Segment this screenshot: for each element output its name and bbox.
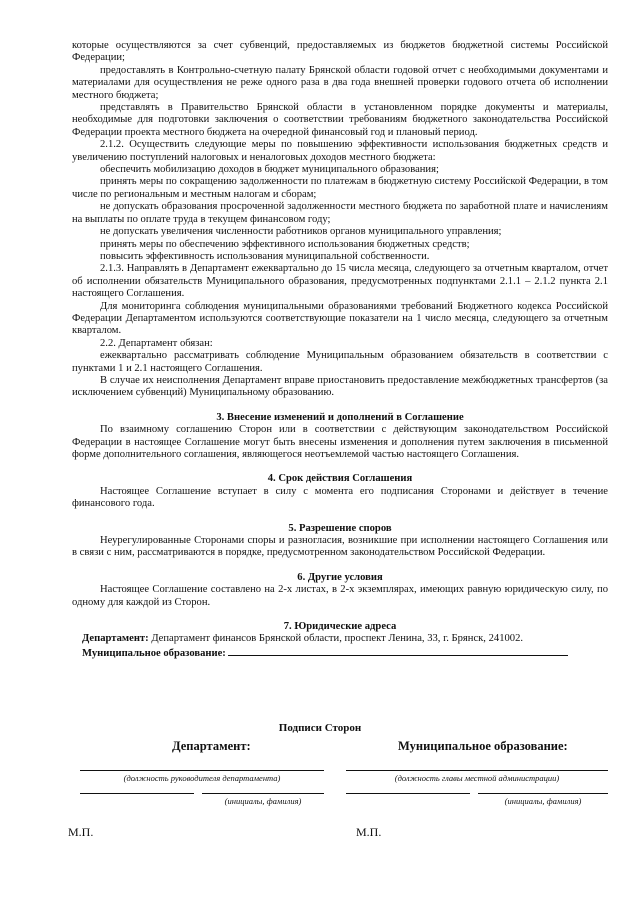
- municipality-address-blank: [228, 646, 568, 656]
- department-address-value: Департамент финансов Брянской области, проспект Ленина, 33, г. Брянск, 241002.: [151, 633, 524, 645]
- paragraph: обеспечить мобилизацию доходов в бюджет муниципального образования;: [100, 164, 439, 176]
- paragraph: представлять в Правительство Брянской области в установленном порядке документы и материалы, необходимые для подготовки заключения о соответствии требованиям бюджетного законодательства Российской Федерации проекта местного бюджета на очередной финансовый год и плановый период.: [72, 102, 608, 138]
- paragraph: ежеквартально рассматривать соблюдение Муниципальным образованием обязательств в соответствии с пунктами 1 и 2.1 настоящего Соглашения.: [72, 350, 608, 374]
- department-name-line: [202, 793, 324, 794]
- municipality-name-line: [478, 793, 608, 794]
- department-position-caption: (должность руководителя департамента): [123, 773, 281, 783]
- municipality-stamp-place: М.П.: [356, 825, 382, 839]
- section-heading: 3. Внесение изменений и дополнений в Соглашение: [216, 411, 464, 423]
- municipality-position-caption: (должность главы местной администрации): [394, 773, 560, 783]
- paragraph: принять меры по сокращению задолженности по платежам в бюджетную систему Российской Федерации, в том числе по региональным и местным налогам и сборам;: [72, 176, 608, 200]
- department-label: Департамент:: [82, 633, 149, 645]
- department-address: [72, 633, 608, 645]
- paragraph: В случае их неисполнения Департамент вправе приостановить предоставление межбюджетных трансфертов (за исключением субвенций) Муниципальному образованию.: [72, 374, 608, 399]
- paragraph: Для мониторинга соблюдения муниципальными образованиями требований Бюджетного кодекса Российской Федерации Департаментом используются соответствующие показатели на 1 число месяца, следующего за отчетным кварталом.: [72, 300, 608, 337]
- municipality-name-caption: (инициалы, фамилия): [504, 796, 582, 806]
- paragraph: 2.1.2. Осуществить следующие меры по повышению эффективности использования бюджетных средств и увеличению поступлений налоговых и неналоговых доходов местного бюджета:: [72, 139, 608, 163]
- section-heading: 4. Срок действия Соглашения: [267, 473, 413, 485]
- paragraph: повысить эффективность использования муниципальной собственности.: [100, 250, 430, 262]
- section-text: По взаимному соглашению Сторон или в соответствии с действующим законодательством Российской Федерации в настоящее Соглашение могут быть внесены изменения и дополнения путем заключения в письменной форме дополнительного соглашения, являющегося неотъемлемой частью настоящего Соглашения.: [72, 424, 608, 460]
- department-name-caption: (инициалы, фамилия): [224, 796, 302, 806]
- municipality-address: [72, 646, 608, 660]
- paragraph: 2.1.3. Направлять в Департамент ежеквартально до 15 числа месяца, следующего за отчетным кварталом, отчет об исполнении обязательств Муниципального образования, предусмотренных подпунктами 2.1.1 – 2.1.2 пункта 2.1 настоящего Соглашения.: [72, 263, 608, 300]
- section-text: Настоящее Соглашение вступает в силу с момента его подписания Сторонами и действует в течение финансового года.: [72, 485, 608, 510]
- department-stamp-place: М.П.: [68, 825, 94, 839]
- section-text: Настоящее Соглашение составлено на 2-х листах, в 2-х экземплярах, имеющих равную юридическую силу, по одному для каждой из Сторон.: [72, 584, 608, 608]
- department-signature-line: [80, 793, 194, 794]
- signatures-title: Подписи Сторон: [278, 722, 362, 734]
- section-heading: 6. Другие условия: [297, 571, 383, 583]
- section-heading: 5. Разрешение споров: [288, 522, 392, 534]
- paragraph: которые осуществляются за счет субвенций, предоставляемых из бюджетов бюджетной системы Российской Федерации;: [72, 40, 608, 64]
- department-position-line: [80, 770, 324, 771]
- municipality-position-line: [346, 770, 608, 771]
- paragraph: не допускать увеличения численности работников органов муниципального управления;: [100, 226, 502, 238]
- municipality-signature-heading: Муниципальное образование:: [398, 739, 568, 753]
- document-body: [72, 40, 608, 660]
- municipality-label: Муниципальное образование:: [82, 647, 226, 659]
- paragraph: предоставлять в Контрольно-счетную палату Брянской области годовой отчет с необходимыми документами и материалами для осуществления не реже одного раза в два года внешней проверки годового отчета об исполнении местного бюджета;: [72, 64, 608, 101]
- paragraph: 2.2. Департамент обязан:: [100, 337, 213, 349]
- municipality-signature-line: [346, 793, 470, 794]
- section-text: Неурегулированные Сторонами споры и разногласия, возникшие при исполнении настоящего Соглашения или в связи с ним, рассматриваются в порядке, предусмотренном законодательством Российской Федерации.: [72, 535, 608, 559]
- paragraph: принять меры по обеспечению эффективного использования бюджетных средств;: [100, 238, 470, 250]
- department-signature-heading: Департамент:: [172, 739, 251, 753]
- paragraph: не допускать образования просроченной задолженности местного бюджета по заработной плате и начислениям на выплаты по оплате труда в текущем финансовом году;: [72, 201, 608, 225]
- addresses-heading: 7. Юридические адреса: [283, 621, 397, 633]
